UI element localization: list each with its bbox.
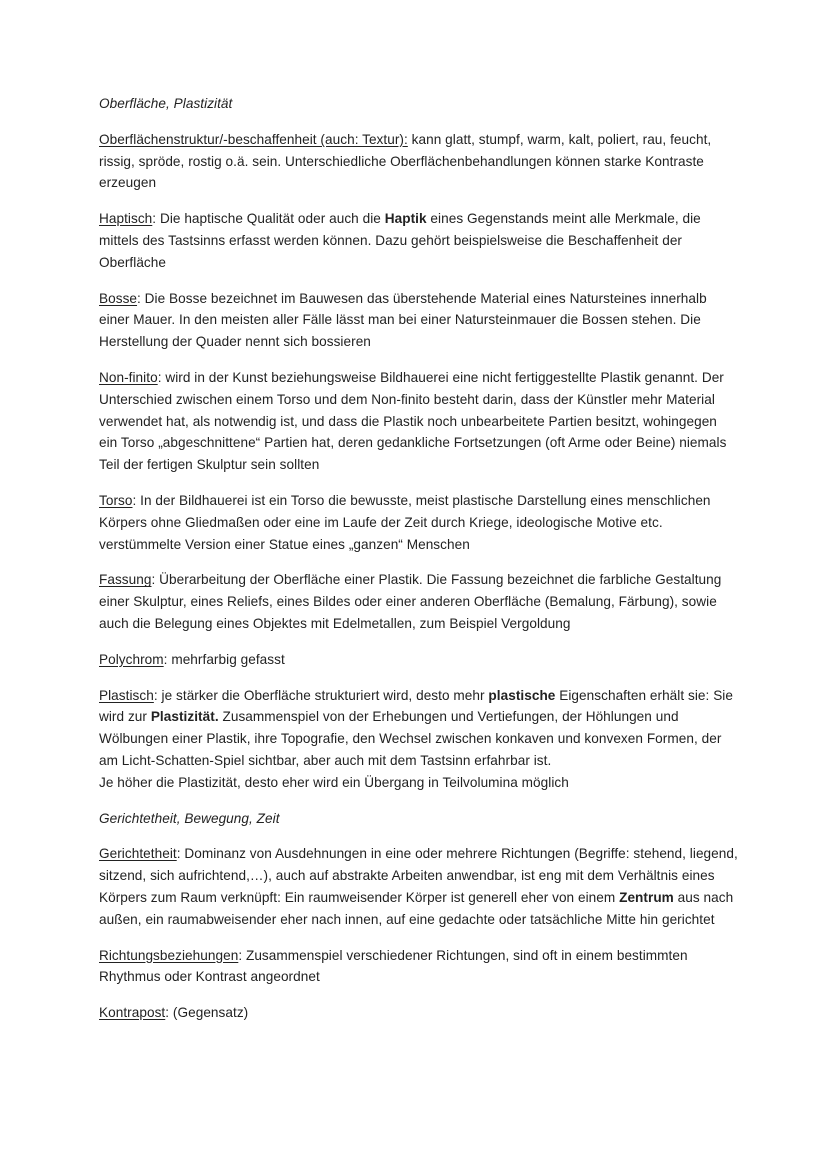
document-page (99, 93, 739, 1038)
term-non-finito: Non-finito (99, 369, 158, 385)
definition-haptisch-part2: eines Gegenstands meint alle Merkmale, die mittels des Tastsinns erfasst werden können. Dazu gehört beispielsweise die Beschaffenheit der Oberfläche (99, 211, 701, 270)
term-oberflaechenstruktur: Oberflächenstruktur/-beschaffenheit (auch: Textur): (99, 131, 408, 147)
definition-kontrapost: : (Gegensatz) (165, 1005, 249, 1021)
term-plastisch: Plastisch (99, 687, 154, 703)
entry-plastisch (99, 685, 739, 794)
definition-plastisch-part2: Eigenschaften erhält sie: Sie wird zur (99, 687, 733, 725)
entry-bosse (99, 288, 739, 353)
definition-plastisch-part3: Zusammenspiel von der Erhebungen und Vertiefungen, der Höhlungen und Wölbungen einer Plastik, ihre Topografie, den Wechsel zwischen konkaven und konvexen Formen, der am Licht-Schatten-Spiel sichtbar, aber auch mit dem Tastsinn erfahrbar ist. (99, 709, 722, 768)
entry-fassung (99, 569, 739, 634)
bold-plastische: plastische (488, 687, 556, 703)
entry-gerichtetheit (99, 843, 739, 930)
definition-polychrom: : mehrfarbig gefasst (163, 651, 285, 667)
definition-gerichtetheit-part2: aus nach außen, ein raumabweisender eher nach innen, auf eine gedachte oder tatsächliche Mitte hin gerichtet (99, 889, 734, 927)
definition-plastisch-part1: : je stärker die Oberfläche strukturiert wird, desto mehr (153, 687, 489, 703)
bold-haptik: Haptik (384, 211, 427, 227)
term-fassung: Fassung (99, 572, 152, 588)
definition-haptisch-part1: : Die haptische Qualität oder auch die (152, 211, 385, 227)
bold-zentrum: Zentrum (619, 889, 674, 905)
term-gerichtetheit: Gerichtetheit (99, 846, 177, 862)
term-torso: Torso (99, 492, 133, 508)
section-heading-oberflaeche: Oberfläche, Plastizität (99, 96, 233, 111)
definition-non-finito: : wird in der Kunst beziehungsweise Bildhauerei eine nicht fertiggestellte Plastik genannt. Der Unterschied zwischen einem Torso und dem Non-finito besteht darin, dass der Künstler mehr Material verwendet hat, als notwendig ist, und dass die Plastik noch unbearbeitete Partien besitzt, wohingegen ein Torso „abgeschnittene“ Partien hat, deren gedankliche Fortsetzungen (oft Arme oder Beine) niemals Teil der fertigen Skulptur sein sollten (99, 369, 727, 473)
definition-richtungsbeziehungen: : Zusammenspiel verschiedener Richtungen, sind oft in einem bestimmten Rhythmus oder Kontrast angeordnet (99, 947, 688, 985)
term-polychrom: Polychrom (99, 651, 164, 667)
definition-bosse: : Die Bosse bezeichnet im Bauwesen das überstehende Material eines Natursteines innerhalb einer Mauer. In den meisten aller Fälle lässt man bei einer Natursteinmauer die Bossen stehen. Die Herstellung der Quader nennt sich bossieren (99, 290, 707, 350)
entry-richtungsbeziehungen (99, 945, 739, 989)
definition-gerichtetheit-part1: : Dominanz von Ausdehnungen in eine oder mehrere Richtungen (Begriffe: stehend, liegend, sitzend, sich aufrichtend,…), auch auf abstrakte Arbeiten anwendbar, ist eng mit dem Verhältnis eines Körpers zum Raum verknüpft: Ein raumweisender Körper ist generell eher von einem (99, 846, 738, 905)
term-bosse: Bosse (99, 290, 138, 306)
definition-plastisch-line2: Je höher die Plastizität, desto eher wird ein Übergang in Teilvolumina möglich (99, 774, 569, 790)
definition-oberflaechenstruktur: kann glatt, stumpf, warm, kalt, poliert, rau, feucht, rissig, spröde, rostig o.ä. sein. Unterschiedliche Oberflächenbehandlungen können starke Kontraste erzeugen (99, 131, 712, 191)
section-heading-gerichtetheit: Gerichtetheit, Bewegung, Zeit (99, 810, 280, 826)
entry-non-finito (99, 367, 739, 476)
term-haptisch: Haptisch (99, 211, 153, 227)
entry-haptisch (99, 208, 739, 273)
entry-polychrom (99, 649, 739, 671)
definition-torso: : In der Bildhauerei ist ein Torso die bewusste, meist plastische Darstellung eines menschlichen Körpers ohne Gliedmaßen oder eine im Laufe der Zeit durch Kriege, ideologische Motive etc. verstümmelte Version einer Statue eines „ganzen“ Menschen (99, 492, 711, 552)
bold-plastizitaet: Plastizität. (150, 709, 219, 725)
term-kontrapost: Kontrapost (99, 1005, 166, 1021)
entry-torso (99, 490, 739, 555)
definition-fassung: : Überarbeitung der Oberfläche einer Plastik. Die Fassung bezeichnet die farbliche Gestaltung einer Skulptur, eines Reliefs, eines Bildes oder einer anderen Oberfläche (Bemalung, Färbung), sowie auch die Belegung eines Objektes mit Edelmetallen, zum Beispiel Vergoldung (99, 572, 722, 631)
entry-kontrapost (99, 1002, 739, 1024)
term-richtungsbeziehungen: Richtungsbeziehungen (99, 947, 239, 963)
entry-oberflaechenstruktur (99, 129, 739, 194)
